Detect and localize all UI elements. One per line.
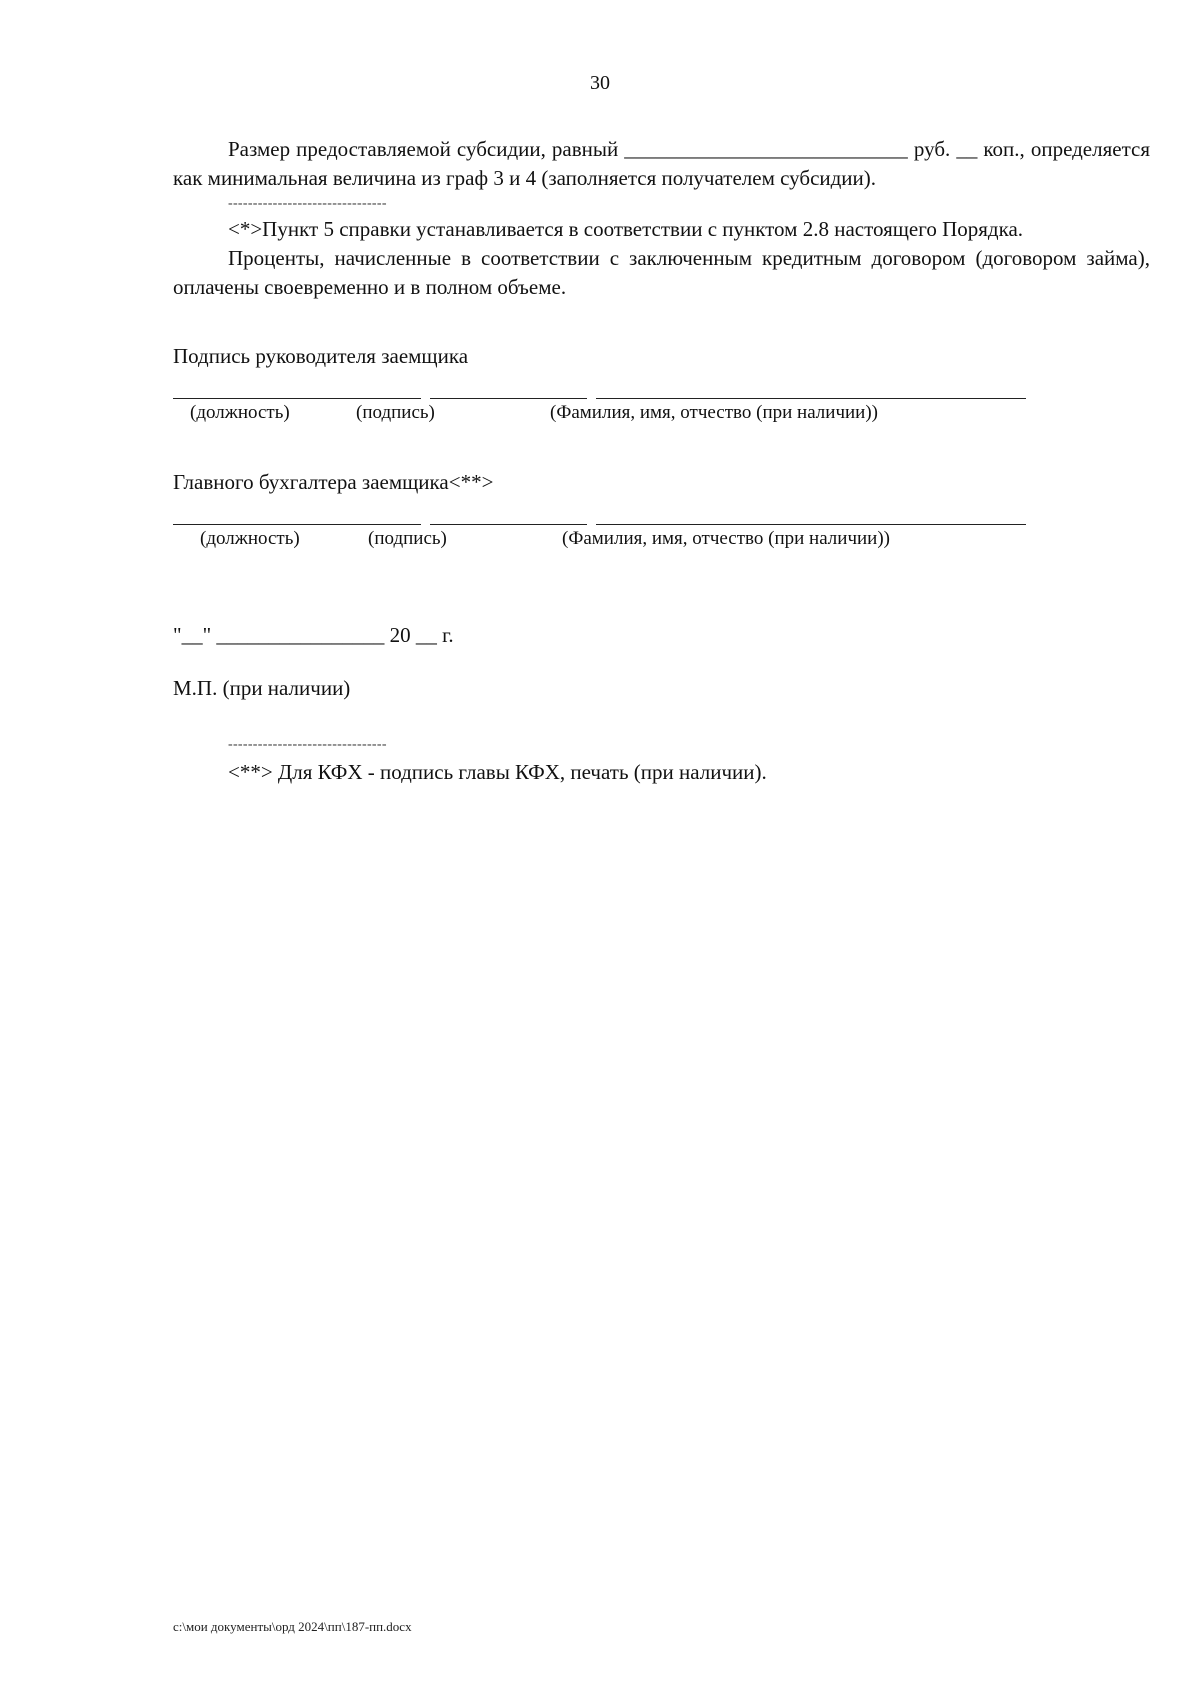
interest-paragraph: Проценты, начисленные в соответствии с заключенным кредитным договором (договором займа), оплачены своевременно и в полном объеме.	[173, 246, 1150, 299]
stamp-label: М.П. (при наличии)	[173, 676, 351, 700]
footnote-2-block	[173, 758, 1150, 787]
position-caption: (должность)	[200, 528, 300, 549]
position-caption: (должность)	[190, 402, 290, 423]
chief-accountant-signature-title: Главного бухгалтера заемщика<**>	[173, 470, 494, 494]
signature-line	[430, 398, 587, 399]
subsidy-block	[173, 135, 1150, 193]
footnote-separator-2: --------------------------------	[228, 737, 387, 752]
signature-caption: (подпись)	[356, 402, 435, 423]
signature-caption: (подпись)	[368, 528, 447, 549]
full-name-line	[596, 398, 1026, 399]
footer-file-path: c:\мои документы\орд 2024\пп\187-пп.docx	[173, 1619, 412, 1634]
full-name-line	[596, 524, 1026, 525]
footnote-2: <**> Для КФХ - подпись главы КФХ, печать (при наличии).	[228, 760, 767, 784]
full-name-caption: (Фамилия, имя, отчество (при наличии))	[562, 528, 891, 549]
position-line	[173, 398, 421, 399]
page-number: 30	[590, 72, 610, 94]
date-line: "__" ________________ 20 __ г.	[173, 623, 454, 647]
footnote-separator-1: --------------------------------	[228, 196, 387, 211]
position-line	[173, 524, 421, 525]
full-name-caption: (Фамилия, имя, отчество (при наличии))	[550, 402, 879, 423]
manager-signature-title: Подпись руководителя заемщика	[173, 344, 469, 368]
notes-block	[173, 215, 1150, 302]
subsidy-paragraph: Размер предоставляемой субсидии, равный ___________________________ руб. __ коп., определяется как минимальная величина из граф 3 и 4 (заполняется получателем субсидии).	[173, 137, 1150, 190]
signature-line	[430, 524, 587, 525]
footnote-1: <*>Пункт 5 справки устанавливается в соответствии с пунктом 2.8 настоящего Порядка.	[228, 217, 1024, 241]
